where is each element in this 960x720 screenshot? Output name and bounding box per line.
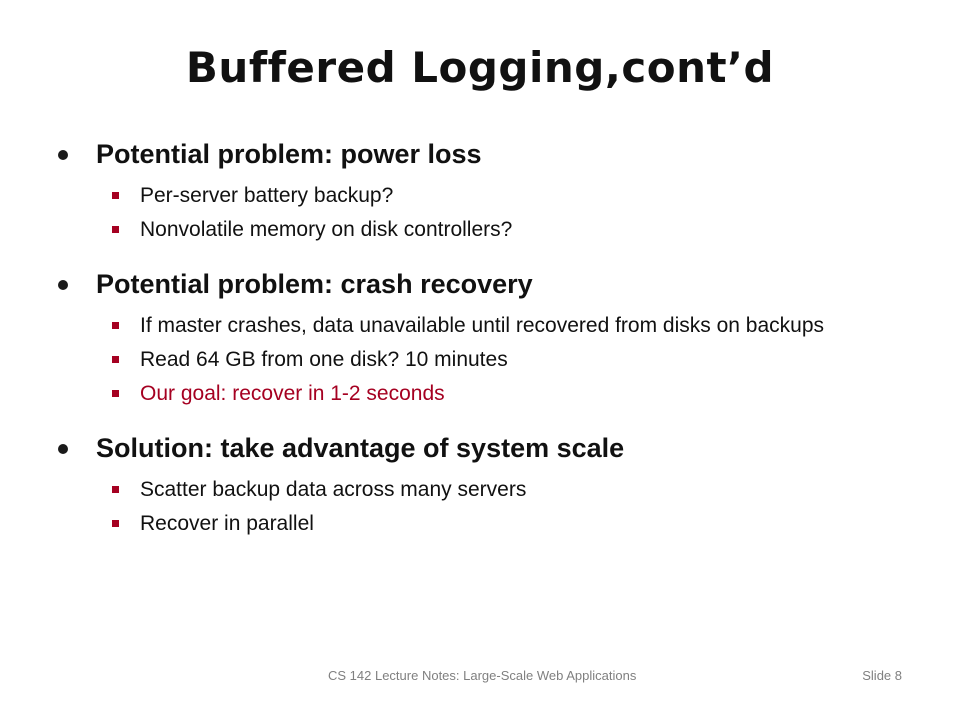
sub-bullet <box>52 182 912 210</box>
bullet-heading <box>52 262 912 306</box>
section-power-loss <box>52 132 912 244</box>
bullet-heading <box>52 132 912 176</box>
sub-bullet-text: Read 64 GB from one disk? 10 minutes <box>140 348 508 371</box>
square-bullet-icon <box>112 226 119 233</box>
sub-bullet-text: Our goal: recover in 1-2 seconds <box>140 382 445 405</box>
sub-bullet-text: Per-server battery backup? <box>140 184 394 207</box>
sub-bullet <box>52 312 912 340</box>
bullet-heading <box>52 426 912 470</box>
sub-bullet-text: If master crashes, data unavailable until recovered from disks on backups <box>140 314 825 337</box>
square-bullet-icon <box>112 520 119 527</box>
sub-bullet <box>52 346 912 374</box>
section-solution <box>52 426 912 538</box>
sub-bullet-highlight <box>52 380 912 408</box>
bullet-dot-icon <box>58 280 68 290</box>
sub-bullet-text: Nonvolatile memory on disk controllers? <box>140 218 513 241</box>
slide-title: Buffered Logging,cont’d <box>185 43 775 92</box>
square-bullet-icon <box>112 356 119 363</box>
heading-text: Potential problem: crash recovery <box>96 269 533 299</box>
section-crash-recovery <box>52 262 912 408</box>
heading-text: Potential problem: power loss <box>96 139 482 169</box>
sub-bullet-text: Scatter backup data across many servers <box>140 478 527 501</box>
bullet-dot-icon <box>58 150 68 160</box>
slide-content <box>52 132 912 556</box>
sub-bullet-text: Recover in parallel <box>140 512 314 535</box>
square-bullet-icon <box>112 390 119 397</box>
heading-text: Solution: take advantage of system scale <box>96 433 625 463</box>
sub-bullet <box>52 476 912 504</box>
footer-text: CS 142 Lecture Notes: Large-Scale Web Applications <box>328 668 637 683</box>
square-bullet-icon <box>112 486 119 493</box>
bullet-dot-icon <box>58 444 68 454</box>
sub-bullet <box>52 216 912 244</box>
slide-number: Slide 8 <box>862 668 902 683</box>
slide-footer <box>0 668 960 688</box>
sub-bullet <box>52 510 912 538</box>
square-bullet-icon <box>112 322 119 329</box>
square-bullet-icon <box>112 192 119 199</box>
